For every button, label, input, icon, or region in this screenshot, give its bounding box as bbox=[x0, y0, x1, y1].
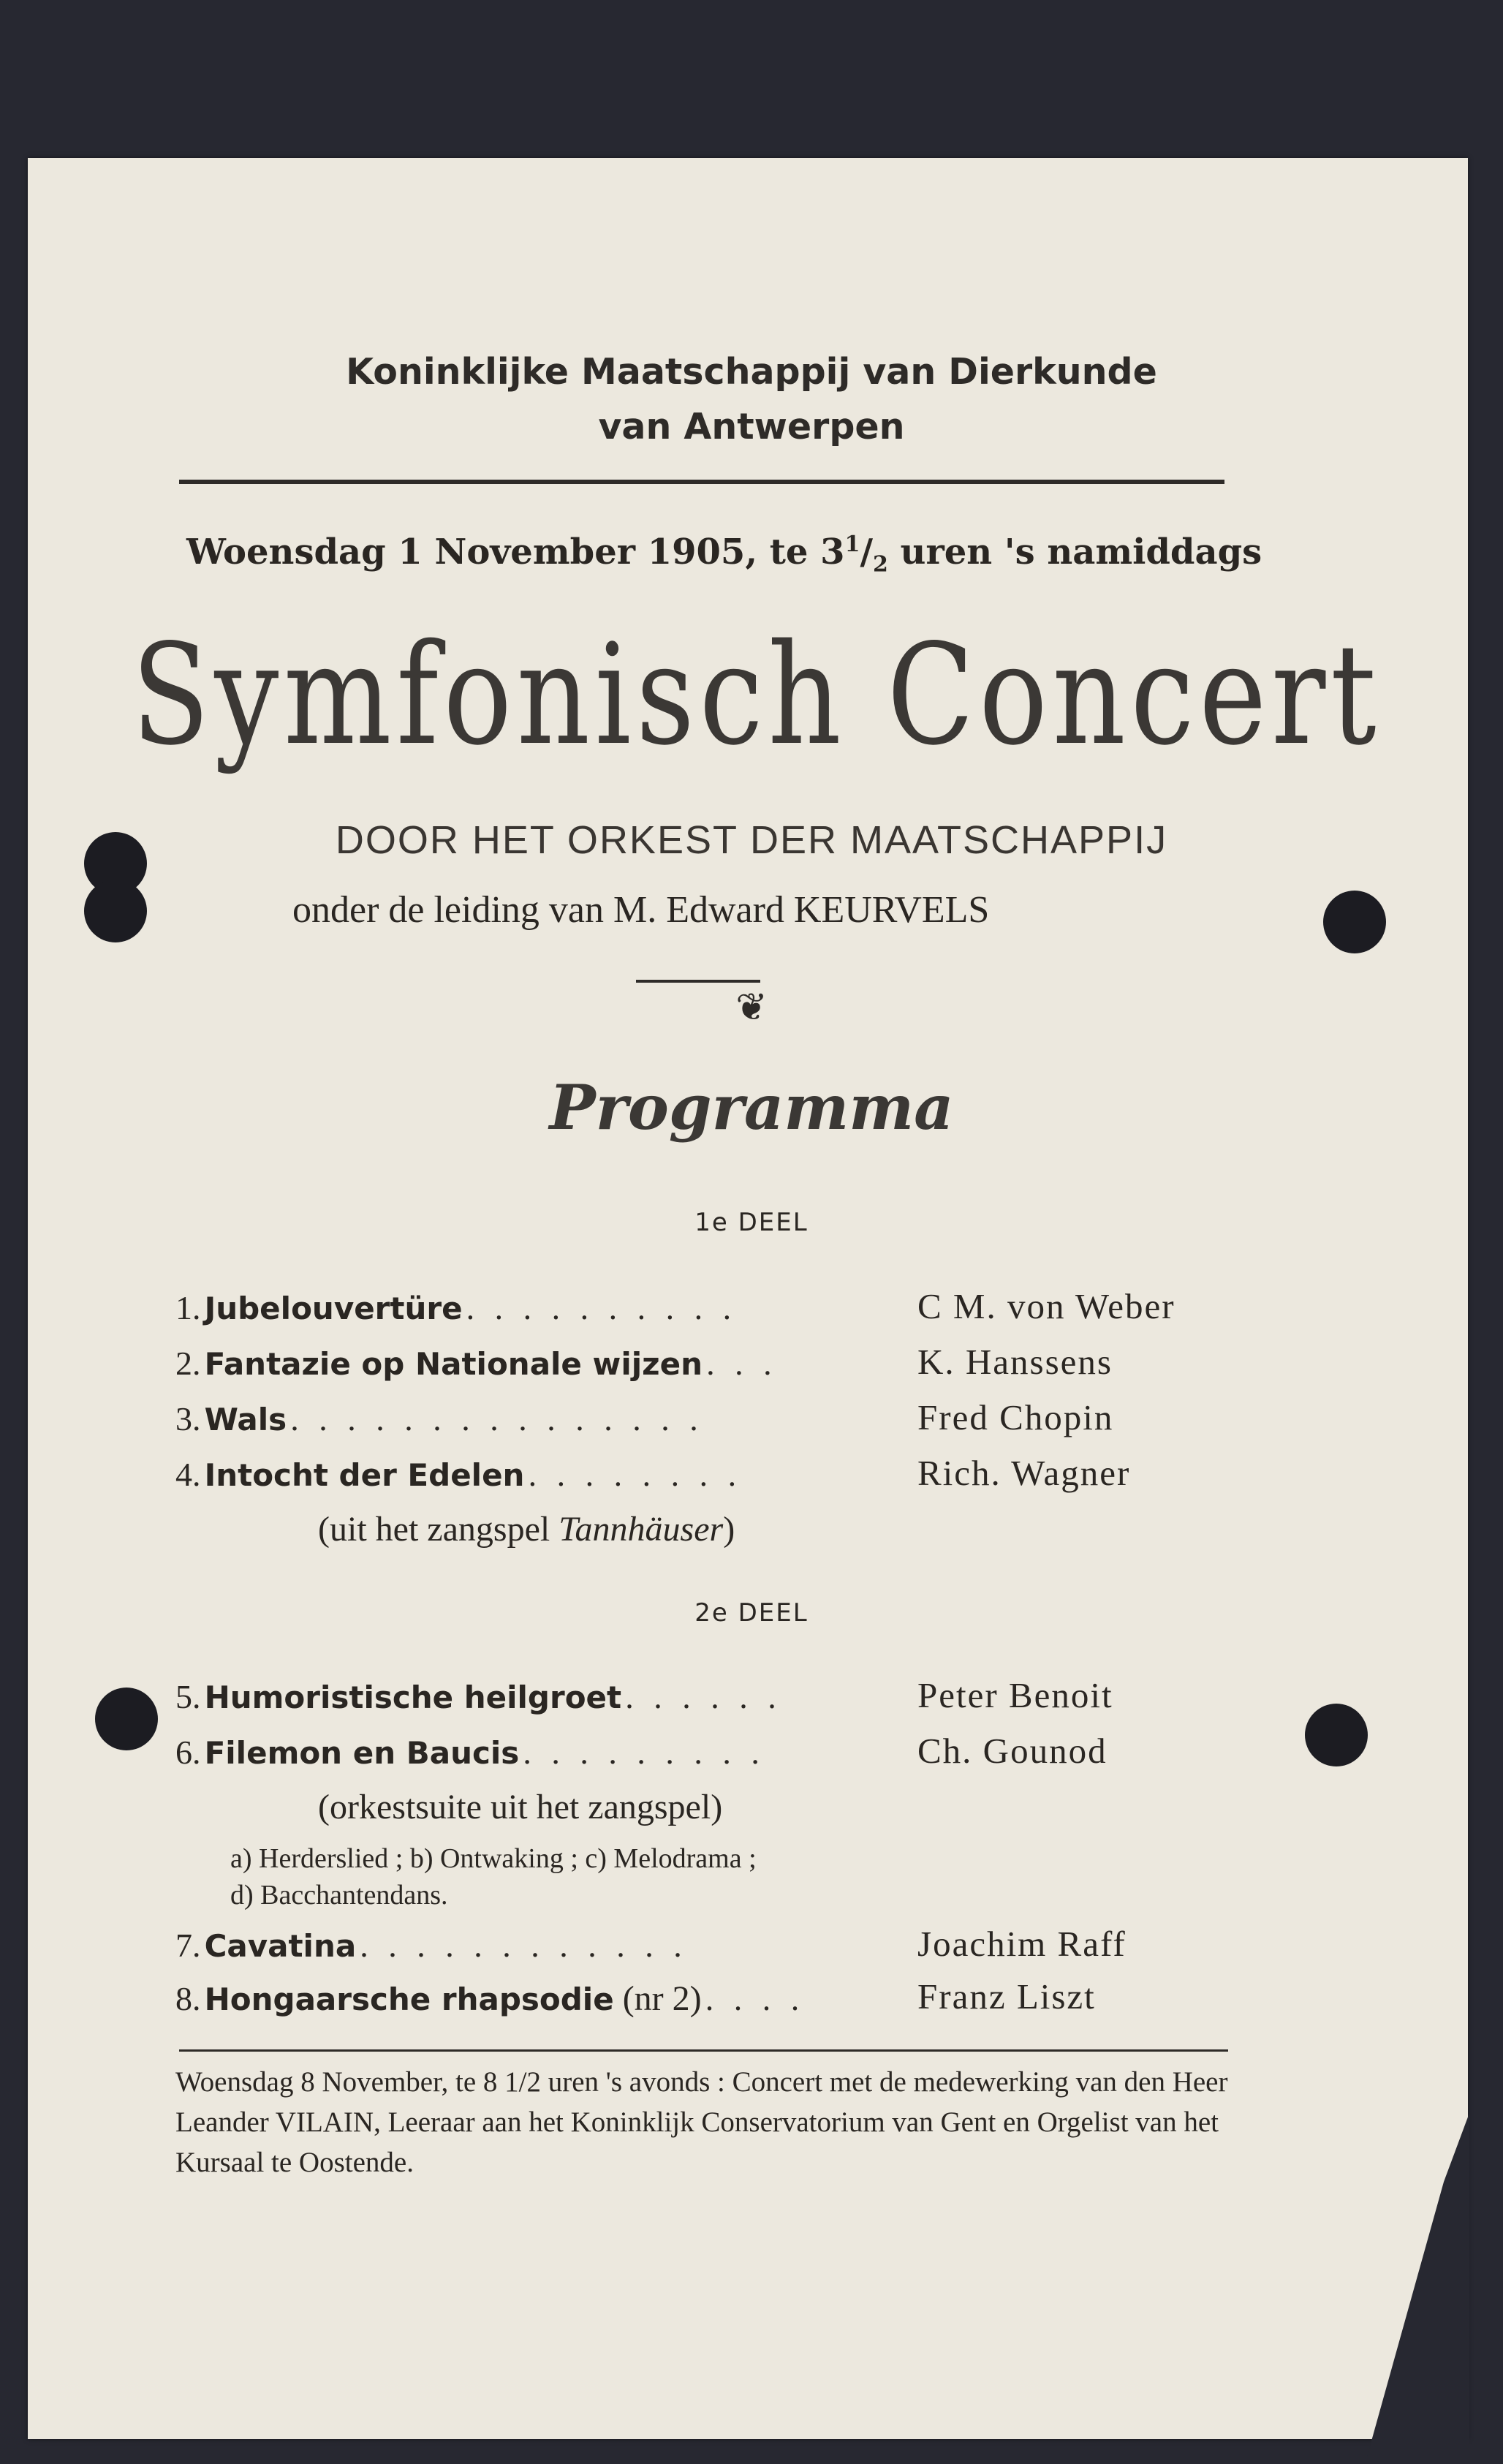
suite-parts: d) Bacchantendans. bbox=[230, 1880, 448, 1911]
society-city: van Antwerpen bbox=[598, 406, 905, 447]
punch-hole bbox=[84, 880, 147, 942]
footer-rule bbox=[179, 2049, 1228, 2052]
composer: Joachim Raff bbox=[917, 1924, 1127, 1964]
program-item: 6. Filemon en Baucis . . . . . . . . . bbox=[175, 1734, 765, 1771]
conductor-line: onder de leiding van M. Edward KEURVELS bbox=[292, 889, 990, 931]
program-item: 3. Wals . . . . . . . . . . . . . . . bbox=[175, 1400, 704, 1437]
society-name: Koninklijke Maatschappij van Dierkunde bbox=[346, 351, 1157, 393]
composer: K. Hanssens bbox=[917, 1342, 1113, 1382]
program-item: 8. Hongaarsche rhapsodie (nr 2) . . . . bbox=[175, 1979, 806, 2018]
orchestra-line: DOOR HET ORKEST DER MAATSCHAPPIJ bbox=[335, 818, 1168, 862]
program-item: 1. Jubelouvertüre . . . . . . . . . . bbox=[175, 1289, 738, 1326]
composer: Ch. Gounod bbox=[917, 1731, 1108, 1771]
punch-hole bbox=[1305, 1704, 1368, 1766]
composer: Franz Liszt bbox=[917, 1976, 1096, 2017]
concert-title: Symfonisch Concert bbox=[132, 614, 1382, 776]
item-note: (uit het zangspel Tannhäuser) bbox=[318, 1510, 735, 1549]
concert-date: Woensdag 1 November 1905, te $3^1/_2$ uren 's namiddags bbox=[186, 532, 1262, 578]
composer: Peter Benoit bbox=[917, 1675, 1113, 1715]
program-item: 5. Humoristische heilgroet . . . . . . bbox=[175, 1678, 782, 1715]
footer-announcement: Woensdag 8 November, te 8 1/2 uren 's avonds : Concert met de medewerking van den Heer Leander VILAIN, Leeraar aan het Koninklijk Conservatorium van Gent en Orgelist van het Kursaal te Oostende. bbox=[175, 2066, 1228, 2178]
composer: C M. von Weber bbox=[917, 1286, 1175, 1326]
programma-heading: Programma bbox=[549, 1071, 954, 1144]
ornament-rule bbox=[636, 980, 760, 983]
punch-hole bbox=[1323, 891, 1386, 953]
part2-heading: 2e DEEL bbox=[694, 1598, 809, 1628]
part1-heading: 1e DEEL bbox=[694, 1208, 809, 1237]
composer: Fred Chopin bbox=[917, 1397, 1114, 1437]
header-rule bbox=[179, 480, 1224, 484]
item-note: (orkestsuite uit het zangspel) bbox=[318, 1788, 723, 1826]
composer: Rich. Wagner bbox=[917, 1453, 1131, 1493]
suite-parts: a) Herderslied ; b) Ontwaking ; c) Melodrama ; bbox=[230, 1843, 757, 1874]
punch-hole bbox=[95, 1688, 158, 1750]
program-item: 7. Cavatina . . . . . . . . . . . . bbox=[175, 1927, 688, 1964]
fleuron-icon: ❦ bbox=[735, 986, 768, 1029]
program-item: 2. Fantazie op Nationale wijzen . . . bbox=[175, 1345, 778, 1382]
program-item: 4. Intocht der Edelen . . . . . . . . bbox=[175, 1456, 743, 1493]
